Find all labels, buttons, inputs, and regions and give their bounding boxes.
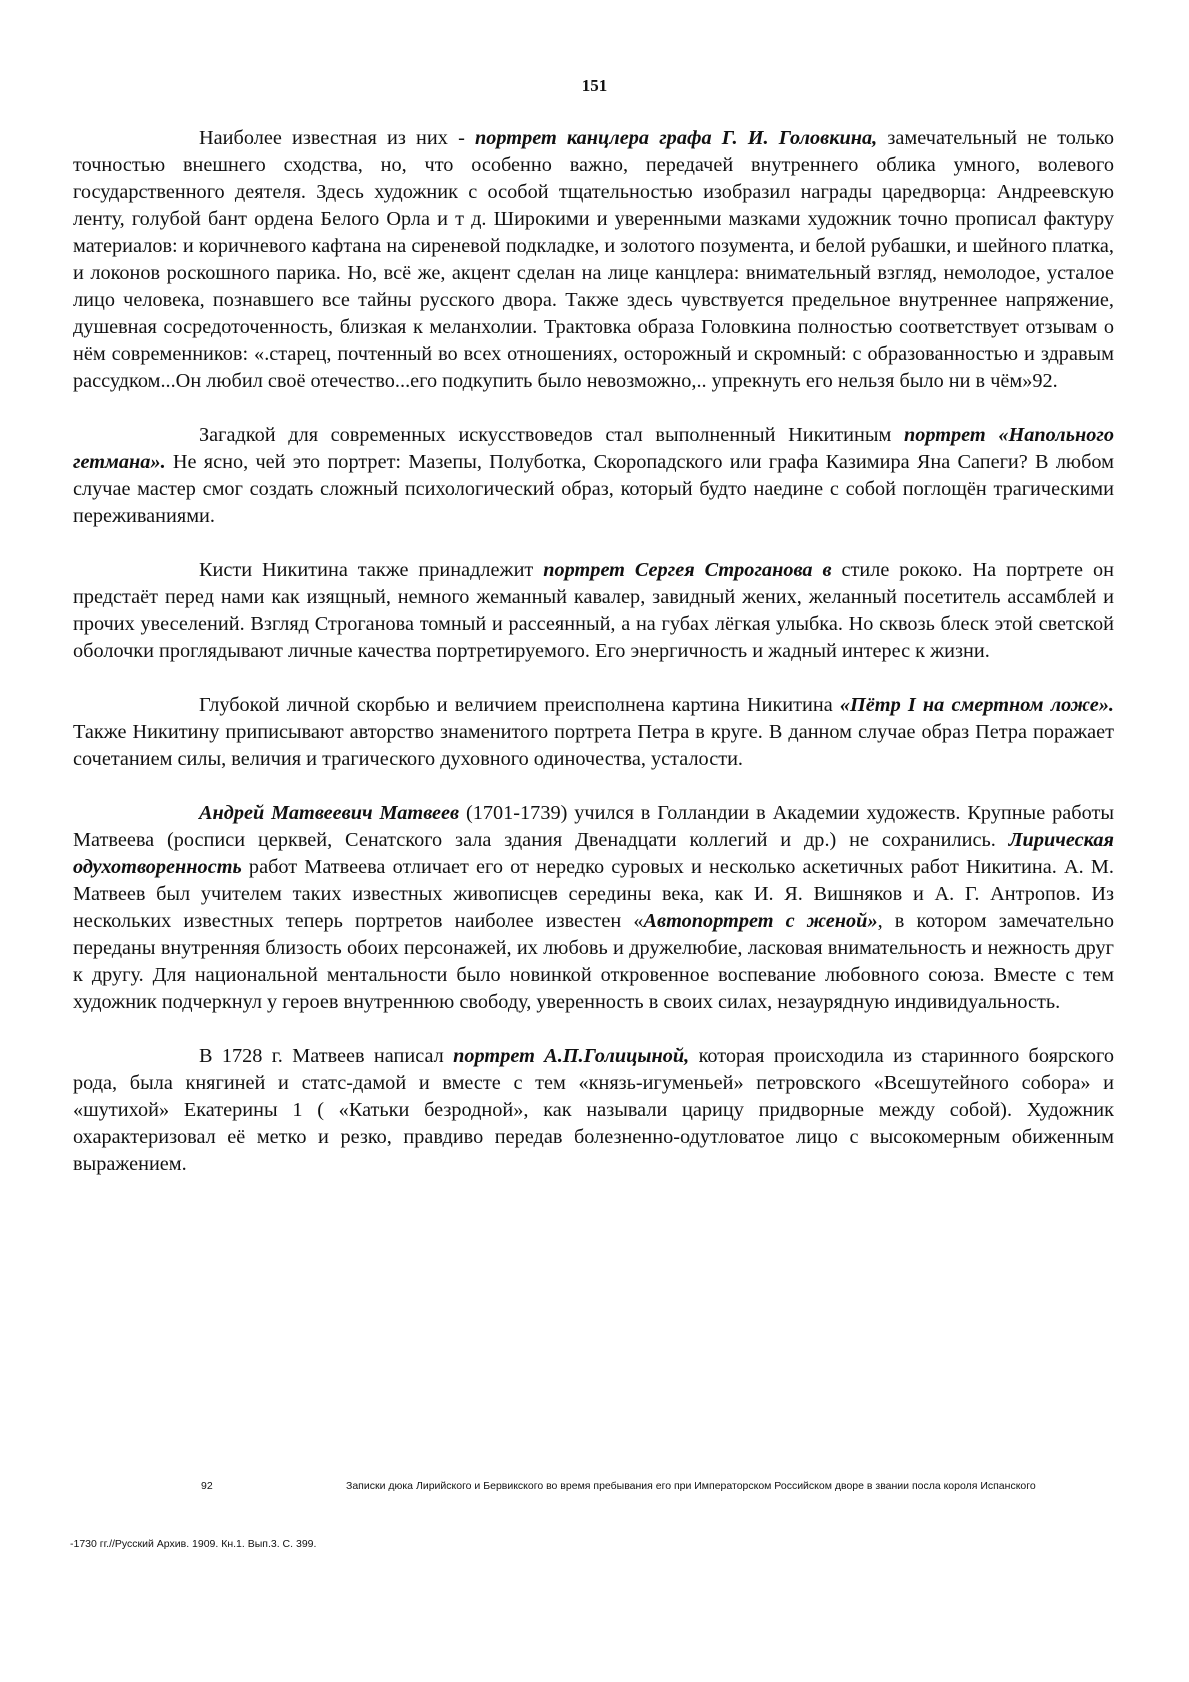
paragraph-text: В 1728 г. Матвеев написал [199,1045,454,1067]
paragraph-text: , в котором замечательно переданы внутренняя близость обоих персонажей, их любовь и дружелюбие, ласковая внимательность и нежность друг к другу. Для национальной ментальности было новинкой откровенное воспевание любовного союза. Вместе с тем художник подчеркнул у героев внутреннюю свободу, уверенность в своих силах, незаурядную индивидуальность. [73,910,1114,1013]
emphasized-title: «Пётр I на смертном ложе». [839,694,1114,716]
emphasized-title: Андрей Матвеевич Матвеев [199,802,460,824]
paragraph-text: Кисти Никитина также принадлежит [199,559,544,581]
emphasized-title: портрет А.П.Голицыной, [453,1045,690,1067]
paragraph-text: Также Никитину приписывают авторство знаменитого портрета Петра в круге. В данном случае образ Петра поражает сочетанием силы, величия и трагического духовного одиночества, усталости. [73,721,1114,770]
paragraph-text: которая происходила из старинного боярского рода, была княгиней и статс-дамой и вместе с тем «князь-игуменьей» петровского «Всешутейного собора» и «шутихой» Екатерины 1 ( «Катьки безродной», как называли царицу придворные между собой). Художник охарактеризовал её метко и резко, правдиво передав болезненно-одутловатое лицо с высокомерным обиженным выражением. [73,1045,1114,1175]
paragraph-text: работ Матвеева отличает его от нередко суровых и несколько аскетичных работ Никитина. А. М. Матвеев был учителем таких известных живописцев середины века, как И. Я. Вишняков и А. Г. Антропов. Из нескольких известных теперь портретов наиболее известен « [73,856,1114,932]
paragraph [73,422,1114,530]
footnote-number: 92 [201,1480,213,1492]
paragraph [73,125,1114,395]
emphasized-title: портрет канцлера графа Г. И. Головкина, [475,127,878,149]
page-number: 151 [581,76,608,95]
paragraph-text: стиле рококо. На портрете он предстаёт перед нами как изящный, немного жеманный кавалер, завидный жених, желанный посетитель ассамблей и прочих увеселений. Взгляд Строганова томный и рассеянный, а на губах лёгкая улыбка. Но сквозь блеск этой светской оболочки проглядывают личные качества портретируемого. Его энергичность и жадный интерес к жизни. [73,559,1114,662]
body-text [73,125,1114,1205]
emphasized-title: Автопортрет с женой» [643,910,878,932]
emphasized-title: портрет «Напольного гетмана». [73,424,1114,473]
paragraph-text: замечательный не только точностью внешнего сходства, но, что особенно важно, передачей внутреннего облика умного, волевого государственного деятеля. Здесь художник с особой тщательностью изобразил награды царедворца: Андреевскую ленту, голубой бант ордена Белого Орла и т д. Широкими и уверенными мазками художник точно прописал фактуру материалов: и коричневого кафтана на сиреневой подкладке, и золотого позумента, и белой рубашки, и шейного платка, и локонов роскошного парика. Но, всё же, акцент сделан на лице канцлера: внимательный взгляд, немолодое, усталое лицо человека, познавшего все тайны русского двора. Также здесь чувствуется предельное внутреннее напряжение, душевная сосредоточенность, близкая к меланхолии. Трактовка образа Головкина полностью соответствует отзывам о нём современников: «.старец, почтенный во всех отношениях, осторожный и скромный: с образованностью и здравым рассудком...Он любил своё отечество...его подкупить было невозможно,.. упрекнуть его нельзя было ни в чём»92. [73,127,1114,392]
emphasized-title: Лирическая одухотворенность [73,829,1114,878]
paragraph [73,1043,1114,1178]
paragraph [73,800,1114,1016]
paragraph-text: Наиболее известная из них - [199,127,475,149]
paragraph [73,557,1114,665]
paragraph [73,692,1114,773]
footnote-text: Записки дюка Лирийского и Бервикского во время пребывания его при Императорском Российском дворе в звании посла короля Испанского [346,1480,1036,1492]
paragraph-text: (1701-1739) учился в Голландии в Академии художеств. Крупные работы Матвеева (росписи церквей, Сенатского зала здания Двенадцати коллегий и др.) не сохранились. [73,802,1114,851]
footnote-continuation: -1730 гг.//Русский Архив. 1909. Кн.1. Вып.3. С. 399. [70,1538,317,1550]
emphasized-title: портрет Сергея Строганова в [543,559,832,581]
paragraph-text: Загадкой для современных искусствоведов стал выполненный Никитиным [199,424,904,446]
paragraph-text: Глубокой личной скорбью и величием преисполнена картина Никитина [199,694,840,716]
paragraph-text: Не ясно, чей это портрет: Мазепы, Полуботка, Скоропадского или графа Казимира Яна Сапеги? В любом случае мастер смог создать сложный психологический образ, который будто наедине с собой поглощён трагическими переживаниями. [73,451,1114,527]
